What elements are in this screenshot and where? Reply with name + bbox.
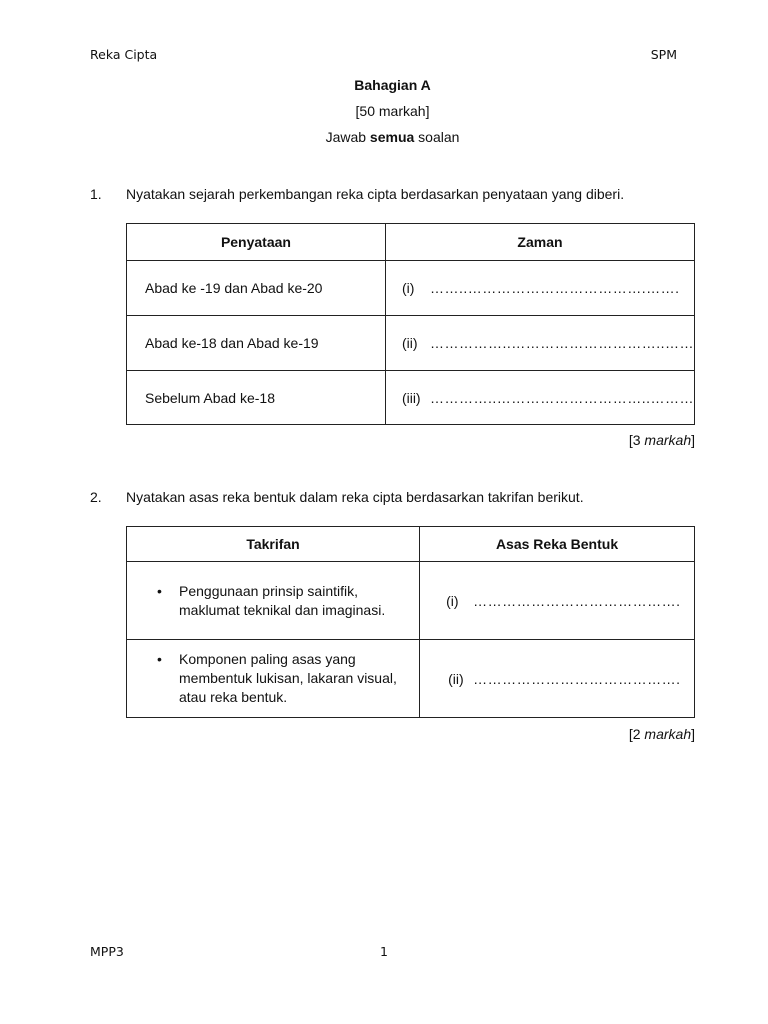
q1-col-era: Zaman [385, 224, 694, 261]
header-exam: SPM [650, 47, 677, 62]
q1-number: 1. [90, 186, 102, 202]
q1-row2-statement: Abad ke-18 dan Abad ke-19 [127, 316, 386, 371]
q2-row1-answer[interactable] [420, 562, 695, 640]
instruction-bold: semua [369, 129, 415, 145]
q2-col-definition: Takrifan [127, 527, 420, 562]
section-marks: [50 markah] [355, 103, 430, 119]
answer-dots: ……………………………………. [473, 670, 681, 687]
table-row [127, 261, 695, 316]
header-subject: Reka Cipta [90, 47, 158, 62]
q1-row1-label: (i) [401, 280, 415, 296]
q2-row1-label: (i) [446, 592, 459, 609]
q2-number: 2. [90, 489, 102, 505]
q2-row1-bullet [127, 582, 419, 620]
q2-row1-line2: maklumat teknikal dan imaginasi. [179, 601, 386, 618]
table-row [127, 640, 695, 718]
q2-row2-line2: membentuk lukisan, lakaran visual, [179, 670, 397, 686]
q2-row2-label: (ii) [448, 670, 464, 687]
table-row [127, 562, 695, 640]
q1-table [126, 223, 695, 425]
answer-dots: ……..……………………………….……. [429, 280, 680, 296]
q1-col-statement: Penyataan [127, 224, 386, 261]
q1-row3-answer[interactable] [385, 371, 694, 425]
q2-col-design-basis: Asas Reka Bentuk [420, 527, 695, 562]
q1-row3-label: (iii) [401, 389, 421, 406]
marks-open: [2 [628, 726, 645, 742]
answer-dots: ……………..…………………………..…… [429, 335, 694, 351]
q1-row1-answer[interactable] [385, 261, 694, 316]
marks-open: [3 [628, 432, 645, 448]
section-title: Bahagian A [354, 77, 431, 93]
section-instruction [0, 129, 768, 145]
q2-text: Nyatakan asas reka bentuk dalam reka cipta berdasarkan takrifan berikut. [126, 489, 584, 505]
q1-row2-answer[interactable] [385, 316, 694, 371]
q1-row2-label: (ii) [401, 335, 418, 351]
footer-code: MPP3 [90, 944, 124, 959]
marks-word: markah [644, 432, 692, 448]
q2-row2-line1: Komponen paling asas yang [179, 651, 356, 667]
q2-row2-definition [127, 640, 420, 718]
q2-row2-line3: atau reka bentuk. [179, 689, 288, 705]
q2-row1-definition [127, 562, 420, 640]
table-row [127, 316, 695, 371]
q1-marks [629, 432, 695, 448]
marks-word: markah [644, 726, 692, 742]
page-number: 1 [380, 944, 388, 959]
q1-row1-statement: Abad ke -19 dan Abad ke-20 [127, 261, 386, 316]
list-item [179, 582, 419, 620]
instruction-pre: Jawab [325, 129, 370, 145]
q1-text: Nyatakan sejarah perkembangan reka cipta berdasarkan penyataan yang diberi. [126, 186, 625, 202]
answer-dots: …………..…………………………..……… [429, 389, 694, 406]
marks-close: ] [691, 726, 695, 742]
answer-dots: ……………………………………. [473, 592, 681, 609]
table-row [127, 371, 695, 425]
q2-row2-answer[interactable] [420, 640, 695, 718]
q2-table [126, 526, 695, 718]
q2-row2-bullet [127, 650, 419, 707]
q2-row1-line1: Penggunaan prinsip saintifik, [179, 582, 359, 599]
marks-close: ] [691, 432, 695, 448]
q1-row3-statement: Sebelum Abad ke-18 [127, 371, 386, 425]
instruction-post: soalan [414, 129, 460, 145]
q2-marks [629, 726, 695, 742]
list-item [179, 650, 419, 707]
